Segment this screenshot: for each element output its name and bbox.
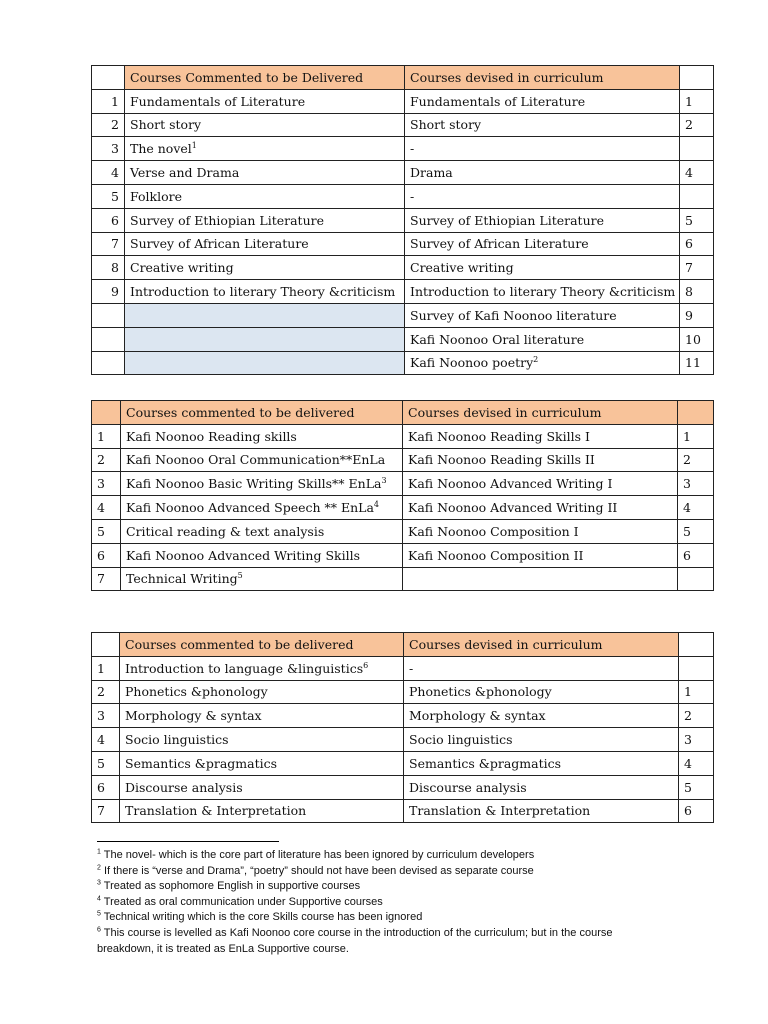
row-number: 3 <box>92 704 120 728</box>
row-number: 3 <box>92 472 121 496</box>
devised-number: 9 <box>680 303 714 327</box>
table-row <box>92 448 714 472</box>
devised-course: Creative writing <box>405 256 680 280</box>
delivered-course: Discourse analysis <box>120 775 404 799</box>
delivered-course: Introduction to literary Theory &criticism <box>125 280 405 304</box>
table-row <box>92 567 714 591</box>
devised-number: 3 <box>679 728 714 752</box>
devised-number: 2 <box>680 113 714 137</box>
delivered-course: Critical reading & text analysis <box>121 519 403 543</box>
table-row <box>92 256 714 280</box>
row-number: 6 <box>92 543 121 567</box>
devised-number <box>680 184 714 208</box>
devised-course: Kafi Noonoo Composition I <box>403 519 678 543</box>
header-cell-number <box>92 66 125 90</box>
delivered-course: Folklore <box>125 184 405 208</box>
footnote-ref[interactable]: 5 <box>237 571 243 581</box>
table-row <box>92 351 714 375</box>
row-number <box>92 351 125 375</box>
devised-course: Socio linguistics <box>404 728 679 752</box>
row-number: 9 <box>92 280 125 304</box>
header-delivered: Courses commented to be delivered <box>120 633 404 657</box>
row-number: 7 <box>92 232 125 256</box>
delivered-course: Morphology & syntax <box>120 704 404 728</box>
blank-delivered-cell <box>125 351 405 375</box>
table-row <box>92 424 714 448</box>
row-number: 1 <box>92 89 125 113</box>
table-row <box>92 303 714 327</box>
footnote-2: $^2$ If there is “verse and Drama”, “poetry” should not have been devised as separate course <box>97 863 534 877</box>
footnote-mark: 1 <box>97 848 101 856</box>
footnote-5: $^5$ Technical writing which is the core Skills course has been ignored <box>97 910 423 924</box>
footnote-mark: 5 <box>97 910 101 918</box>
table-row <box>92 496 714 520</box>
row-number: 5 <box>92 184 125 208</box>
table-row <box>92 232 714 256</box>
devised-number: 4 <box>679 751 714 775</box>
header-devised: Courses devised in curriculum <box>404 633 679 657</box>
delivered-course: Semantics &pragmatics <box>120 751 404 775</box>
table-row <box>92 280 714 304</box>
devised-number <box>679 656 714 680</box>
table-row <box>92 680 714 704</box>
delivered-course: Kafi Noonoo Advanced Speech ** EnLa$^4$ <box>121 496 403 520</box>
table-row <box>92 704 714 728</box>
delivered-course: Kafi Noonoo Advanced Writing Skills <box>121 543 403 567</box>
row-number: 2 <box>92 448 121 472</box>
table-row <box>92 208 714 232</box>
devised-course: - <box>404 656 679 680</box>
delivered-course: Creative writing <box>125 256 405 280</box>
table-row <box>92 728 714 752</box>
row-number: 4 <box>92 496 121 520</box>
devised-number: 2 <box>678 448 714 472</box>
table-row <box>92 161 714 185</box>
delivered-course: Socio linguistics <box>120 728 404 752</box>
devised-number: 3 <box>678 472 714 496</box>
footnote-ref[interactable]: 6 <box>363 660 369 670</box>
header-cell-number <box>678 401 714 425</box>
delivered-course: Introduction to language &linguistics$^6$ <box>120 656 404 680</box>
devised-number: 6 <box>680 232 714 256</box>
skills-courses-table <box>91 400 714 591</box>
header-delivered: Courses Commented to be Delivered <box>125 66 405 90</box>
table-header-row <box>92 401 714 425</box>
devised-course: Discourse analysis <box>404 775 679 799</box>
table-row <box>92 775 714 799</box>
devised-course: Short story <box>405 113 680 137</box>
delivered-course: Kafi Noonoo Reading skills <box>121 424 403 448</box>
devised-number: 6 <box>679 799 714 823</box>
devised-number: 11 <box>680 351 714 375</box>
table-row <box>92 519 714 543</box>
delivered-course: Short story <box>125 113 405 137</box>
table-row <box>92 472 714 496</box>
devised-course: Kafi Noonoo poetry$^2$ <box>405 351 680 375</box>
delivered-course: Survey of Ethiopian Literature <box>125 208 405 232</box>
table-row <box>92 799 714 823</box>
devised-number: 4 <box>678 496 714 520</box>
footnote-ref[interactable]: 1 <box>191 141 197 151</box>
row-number: 5 <box>92 751 120 775</box>
delivered-course: Phonetics &phonology <box>120 680 404 704</box>
footnote-mark: 4 <box>97 895 101 903</box>
devised-number: 10 <box>680 327 714 351</box>
delivered-course: Kafi Noonoo Oral Communication**EnLa <box>121 448 403 472</box>
table-row <box>92 184 714 208</box>
header-delivered: Courses commented to be delivered <box>121 401 403 425</box>
devised-number: 8 <box>680 280 714 304</box>
table-header-row <box>92 66 714 90</box>
devised-number: 4 <box>680 161 714 185</box>
row-number: 1 <box>92 656 120 680</box>
footnote-mark: 2 <box>97 863 101 871</box>
blank-delivered-cell <box>125 327 405 351</box>
row-number <box>92 303 125 327</box>
row-number: 6 <box>92 208 125 232</box>
row-number: 7 <box>92 567 121 591</box>
delivered-course: Verse and Drama <box>125 161 405 185</box>
devised-course: Kafi Noonoo Composition II <box>403 543 678 567</box>
row-number: 1 <box>92 424 121 448</box>
devised-number <box>678 567 714 591</box>
row-number: 4 <box>92 161 125 185</box>
row-number: 8 <box>92 256 125 280</box>
devised-course: Morphology & syntax <box>404 704 679 728</box>
delivered-course: Fundamentals of Literature <box>125 89 405 113</box>
devised-number <box>680 137 714 161</box>
footnote-6: $^6$ This course is levelled as Kafi Noonoo core course in the introduction of the curriculum; but in the course breakdown, it is treated as EnLa Supportive course. <box>97 926 613 955</box>
devised-course: Kafi Noonoo Oral literature <box>405 327 680 351</box>
devised-course: Semantics &pragmatics <box>404 751 679 775</box>
literature-courses-table <box>91 65 714 375</box>
footnote-mark: 3 <box>97 879 101 887</box>
table-row <box>92 656 714 680</box>
table-header-row <box>92 633 714 657</box>
header-devised: Courses devised in curriculum <box>405 66 680 90</box>
footnote-1: $^1$ The novel- which is the core part of literature has been ignored by curriculum developers <box>97 848 535 861</box>
devised-course: Kafi Noonoo Reading Skills I <box>403 424 678 448</box>
row-number: 2 <box>92 680 120 704</box>
footnote-separator <box>97 841 279 842</box>
row-number: 7 <box>92 799 120 823</box>
row-number <box>92 327 125 351</box>
linguistics-courses-table <box>91 632 714 823</box>
footnote-3: $^3$ Treated as sophomore English in supportive courses <box>97 879 361 893</box>
delivered-course: Kafi Noonoo Basic Writing Skills** EnLa$^3$ <box>121 472 403 496</box>
devised-course: Kafi Noonoo Reading Skills II <box>403 448 678 472</box>
devised-course: Survey of Kafi Noonoo literature <box>405 303 680 327</box>
devised-number: 6 <box>678 543 714 567</box>
header-cell-number <box>679 633 714 657</box>
devised-course: Kafi Noonoo Advanced Writing II <box>403 496 678 520</box>
row-number: 2 <box>92 113 125 137</box>
table-row <box>92 543 714 567</box>
devised-number: 5 <box>678 519 714 543</box>
devised-course: Survey of African Literature <box>405 232 680 256</box>
devised-number: 7 <box>680 256 714 280</box>
devised-number: 1 <box>678 424 714 448</box>
devised-course: Fundamentals of Literature <box>405 89 680 113</box>
devised-number: 1 <box>679 680 714 704</box>
devised-course: Survey of Ethiopian Literature <box>405 208 680 232</box>
footnotes <box>97 848 657 957</box>
footnote-mark: 6 <box>97 926 101 934</box>
table-row <box>92 327 714 351</box>
header-cell-number <box>680 66 714 90</box>
devised-course: Introduction to literary Theory &criticism <box>405 280 680 304</box>
devised-course: - <box>405 184 680 208</box>
header-cell-number <box>92 633 120 657</box>
delivered-course: Survey of African Literature <box>125 232 405 256</box>
row-number: 6 <box>92 775 120 799</box>
footnote-ref[interactable]: 3 <box>381 476 387 486</box>
footnote-ref[interactable]: 2 <box>533 355 539 365</box>
devised-number: 2 <box>679 704 714 728</box>
footnote-4: $^4$ Treated as oral communication under Supportive courses <box>97 895 383 908</box>
devised-course: Phonetics &phonology <box>404 680 679 704</box>
table-row <box>92 89 714 113</box>
devised-course: - <box>405 137 680 161</box>
devised-number: 5 <box>679 775 714 799</box>
devised-number: 5 <box>680 208 714 232</box>
devised-number: 1 <box>680 89 714 113</box>
devised-course: Drama <box>405 161 680 185</box>
table-row <box>92 751 714 775</box>
delivered-course: Technical Writing$^5$ <box>121 567 403 591</box>
table-row <box>92 113 714 137</box>
row-number: 5 <box>92 519 121 543</box>
footnote-ref[interactable]: 4 <box>373 499 380 509</box>
blank-delivered-cell <box>125 303 405 327</box>
header-devised: Courses devised in curriculum <box>403 401 678 425</box>
devised-course: Translation & Interpretation <box>404 799 679 823</box>
row-number: 3 <box>92 137 125 161</box>
devised-course: Kafi Noonoo Advanced Writing I <box>403 472 678 496</box>
table-row <box>92 137 714 161</box>
delivered-course: The novel$^1$ <box>125 137 405 161</box>
delivered-course: Translation & Interpretation <box>120 799 404 823</box>
devised-course <box>403 567 678 591</box>
row-number: 4 <box>92 728 120 752</box>
header-cell-number <box>92 401 121 425</box>
